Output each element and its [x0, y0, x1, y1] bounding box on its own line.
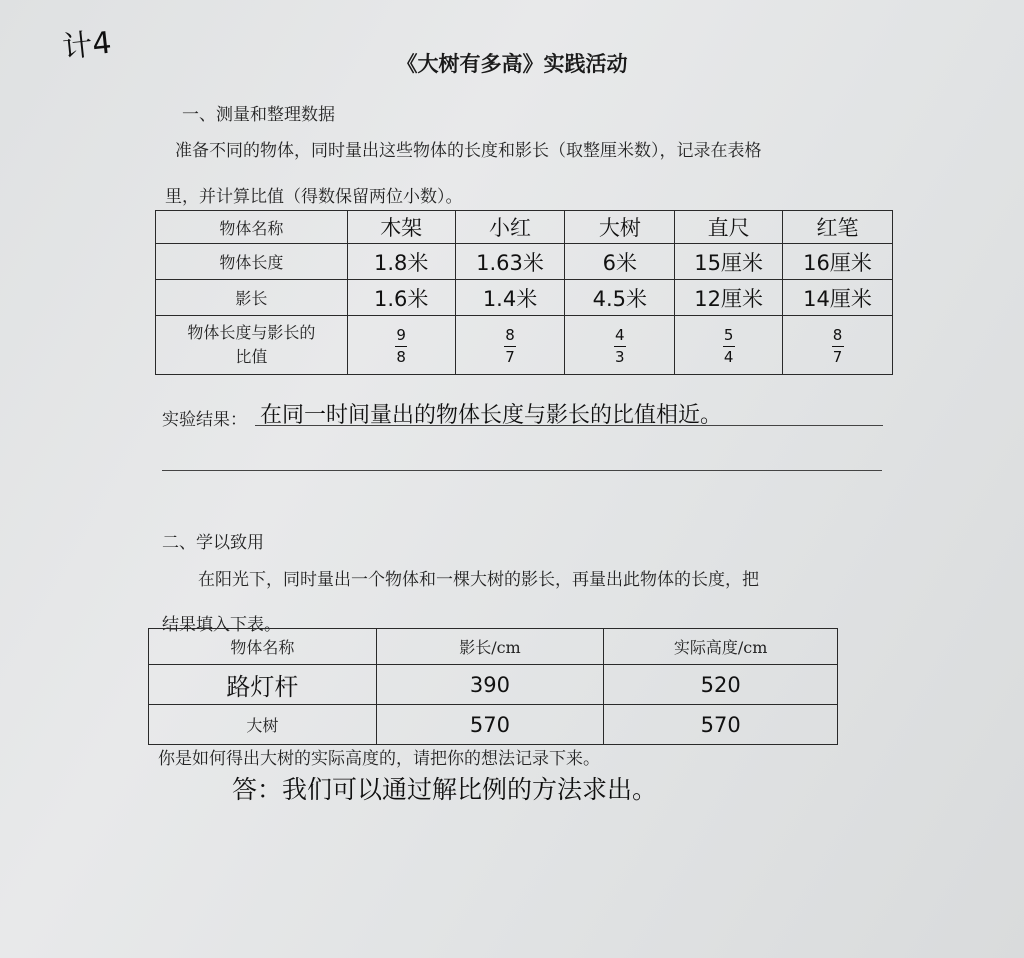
cell-length: 16厘米: [783, 244, 893, 280]
cell-object-name: 大树: [149, 705, 377, 745]
row-label-ratio: [156, 316, 348, 375]
cell-name: 大树: [565, 211, 675, 244]
reasoning-question: 你是如何得出大树的实际高度的，请把你的想法记录下来。: [158, 749, 600, 769]
row-label-name: 物体名称: [156, 211, 348, 244]
table-row: [156, 211, 893, 244]
ratio-denominator: 7: [505, 348, 515, 366]
section1-instructions-line1: 准备不同的物体，同时量出这些物体的长度和影长（取整厘米数），记录在表格: [175, 141, 762, 161]
row-label-length: 物体长度: [156, 244, 348, 280]
measurement-table: [155, 210, 893, 375]
ratio-fraction: [614, 328, 626, 365]
ratio-numerator: 9: [396, 326, 406, 344]
section2-heading: 二、学以致用: [162, 533, 264, 553]
ratio-fraction: [832, 328, 844, 365]
ratio-denominator: 7: [832, 348, 843, 366]
section1-instructions-line2: 里，并计算比值（得数保留两位小数）。: [165, 187, 463, 207]
table-row: [149, 705, 838, 745]
row-label-shadow: 影长: [156, 280, 348, 316]
cell-name: 木架: [347, 211, 455, 244]
cell-shadow-value: 570: [376, 705, 604, 745]
ratio-denominator: 4: [723, 348, 734, 366]
ratio-denominator: 3: [615, 348, 625, 366]
cell-length: 1.8米: [347, 244, 455, 280]
cell-shadow: 4.5米: [565, 280, 675, 316]
ratio-denominator: 8: [396, 348, 406, 366]
cell-name: 小红: [455, 211, 565, 244]
cell-shadow: 12厘米: [675, 280, 783, 316]
cell-shadow: 1.4米: [455, 280, 565, 316]
cell-height-value: 570: [604, 705, 838, 745]
row-label-ratio-line2: 比值: [235, 347, 268, 366]
ratio-fraction: [395, 328, 407, 365]
cell-name: 直尺: [675, 211, 783, 244]
ratio-numerator: 4: [615, 326, 625, 344]
result-label: 实验结果：: [162, 410, 247, 430]
table-row: [156, 280, 893, 316]
cell-height-value: 520: [604, 665, 838, 705]
cell-ratio: [565, 316, 675, 375]
application-table: [148, 628, 838, 745]
cell-length: 1.63米: [455, 244, 565, 280]
blank-underline: [162, 470, 882, 471]
cell-ratio: [347, 316, 455, 375]
row-label-ratio-line1: 物体长度与影长的: [187, 323, 316, 342]
reasoning-answer: 答：我们可以通过解比例的方法求出。: [232, 775, 658, 804]
ratio-fraction: [723, 328, 735, 365]
result-underline: [255, 425, 883, 426]
ratio-numerator: 8: [832, 326, 843, 344]
cell-ratio: [675, 316, 783, 375]
ratio-numerator: 5: [723, 326, 734, 344]
cell-name: 红笔: [783, 211, 893, 244]
cell-length: 15厘米: [675, 244, 783, 280]
ratio-fraction: [504, 328, 516, 365]
table-row: [149, 629, 838, 665]
handwritten-corner-mark: 计4: [60, 25, 114, 66]
table-row: [156, 316, 893, 375]
cell-object-name: 路灯杆: [149, 665, 377, 705]
cell-ratio: [783, 316, 893, 375]
table-row: [156, 244, 893, 280]
cell-length: 6米: [565, 244, 675, 280]
cell-shadow: 14厘米: [783, 280, 893, 316]
cell-ratio: [455, 316, 565, 375]
header-name: 物体名称: [149, 629, 377, 665]
ratio-numerator: 8: [505, 326, 515, 344]
header-height: 实际高度/cm: [604, 629, 838, 665]
section1-heading: 一、测量和整理数据: [182, 105, 335, 125]
header-shadow: 影长/cm: [376, 629, 604, 665]
table-row: [149, 665, 838, 705]
result-text: 在同一时间量出的物体长度与影长的比值相近。: [260, 403, 723, 428]
cell-shadow-value: 390: [376, 665, 604, 705]
section2-instructions-line2: 结果填入下表。: [162, 615, 281, 635]
section2-instructions-line1: 在阳光下，同时量出一个物体和一棵大树的影长，再量出此物体的长度，把: [198, 570, 759, 590]
cell-shadow: 1.6米: [347, 280, 455, 316]
worksheet-title: 《大树有多高》实践活动: [396, 51, 628, 76]
